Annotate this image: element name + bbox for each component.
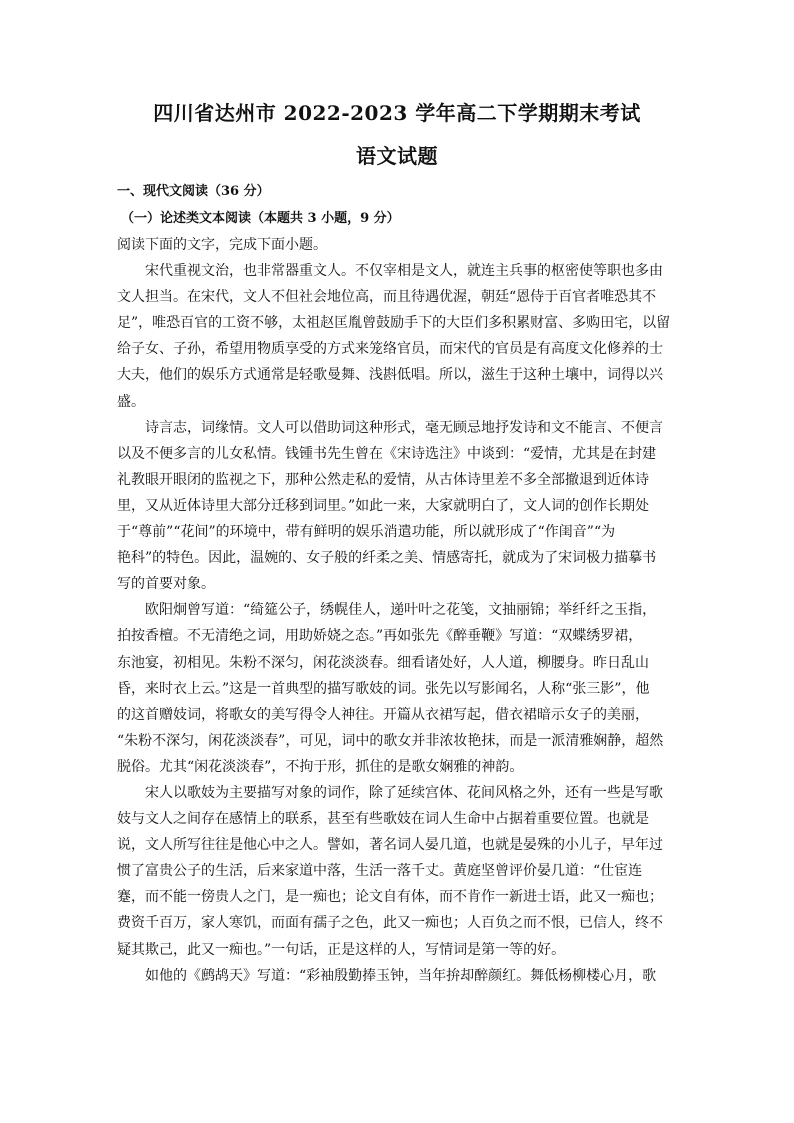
passage-line: 东池宴，初相见。朱粉不深匀，闲花淡淡春。细看诸处好，人人道，柳腰身。昨日乱山: [117, 654, 649, 671]
passage-line: 如他的《鹧鸪天》写道：“彩袖殷勤捧玉钟，当年拚却醉颜红。舞低杨柳楼心月，歌: [145, 967, 657, 984]
passage-line: 拍按香檀。不无清绝之词，用助娇娆之态。”再如张先《醉垂鞭》写道：“双蝶绣罗裙，: [117, 628, 643, 645]
passage-line: 惯了富贵公子的生活，后来家道中落，生活一落千丈。黄庭坚曾评价晏几道：“仕宦连: [117, 863, 643, 880]
section-heading: 一、现代文阅读（36 分）: [117, 184, 270, 199]
passage-line: 艳科”的特色。因此，温婉的、女子般的纤柔之美、情感寄托，就成为了宋词极力描摹书: [117, 550, 657, 567]
passage-line: 于“尊前”“花间”的环境中，带有鲜明的娱乐消遣功能，所以就形成了“作闺音”“为: [117, 524, 616, 541]
passage-line: 盛。: [117, 393, 145, 410]
passage-line: 里，又从近体诗里大部分迁移到词里。”如此一来，大家就明白了，文人词的创作长期处: [117, 497, 650, 514]
passage-line: 足”，唯恐百官的工资不够，太祖赵匡胤曾鼓励手下的大臣们多积累财富、多购田宅，以留: [117, 315, 671, 332]
passage-line: 诗言志，词缘情。文人可以借助词这种形式，毫无顾忌地抒发诗和文不能言、不便言: [145, 419, 663, 436]
passage-line: 费资千百万，家人寒饥，而面有孺子之色，此又一痴也；人百负之而不恨，已信人，终不: [117, 915, 663, 932]
passage-line: 蹇，而不能一傍贵人之门，是一痴也；论文自有体，而不肯作一新进士语，此又一痴也；: [117, 889, 663, 906]
passage-line: 礼教眼开眼闭的监视之下，那种公然走私的爱情，从古体诗里差不多全部撤退到近体诗: [117, 471, 649, 488]
passage-line: 宋代重视文治，也非常器重文人。不仅宰相是文人，就连主兵事的枢密使等职也多由: [145, 263, 663, 280]
subject-title: 语文试题: [356, 144, 438, 168]
exam-title: 四川省达州市 2022-2023 学年高二下学期期末考试: [153, 101, 641, 125]
passage-line: 以及不便多言的儿女私情。钱锺书先生曾在《宋诗选注》中谈到：“爱情，尤其是在封建: [117, 445, 657, 462]
passage-line: 疑其欺己，此又一痴也。”一句话，正是这样的人，写情词是第一等的好。: [117, 941, 566, 958]
passage-line: 脱俗。尤其“闲花淡淡春”，不拘于形，抓住的是歌女娴雅的神韵。: [117, 758, 524, 775]
passage-line: 给子女、子孙，希望用物质享受的方式来笼络官员，而宋代的官员是有高度文化修养的士: [117, 341, 663, 358]
passage-line: 宋人以歌妓为主要描写对象的词作，除了延续宫体、花间风格之外，还有一些是写歌: [145, 784, 663, 801]
sub-heading: （一）论述类文本阅读（本题共 3 小题，9 分）: [121, 211, 400, 226]
passage-line: 妓与文人之间存在感情上的联系，甚至有些歌妓在词人生命中占据着重要位置。也就是: [117, 811, 649, 828]
passage-line: 的这首赠妓词，将歌女的美写得令人神往。开篇从衣裙写起，借衣裙暗示女子的美丽，: [117, 706, 649, 723]
passage-line: 昏，来时衣上云。”这是一首典型的描写歌妓的词。张先以写影闻名，人称“张三影”，他: [117, 680, 650, 697]
passage-body: [117, 232, 679, 989]
instruction-text: 阅读下面的文字，完成下面小题。: [117, 237, 327, 253]
passage-line: 写的首要对象。: [117, 576, 215, 593]
passage-line: 欧阳炯曾写道：“绮筵公子，绣幌佳人，递叶叶之花笺，文抽丽锦；举纤纤之玉指，: [145, 602, 657, 619]
passage-line: 大夫，他们的娱乐方式通常是轻歌曼舞、浅斟低唱。所以，滋生于这种土壤中，词得以兴: [117, 367, 663, 384]
passage-line: “朱粉不深匀，闲花淡淡春”，可见，词中的歌女并非浓妆艳抹，而是一派清雅娴静，超然: [117, 732, 664, 749]
passage-line: 文人担当。在宋代，文人不但社会地位高，而且待遇优渥，朝廷“恩侍于百官者唯恐其不: [117, 289, 657, 306]
passage-line: 说，文人所写往往是他心中之人。譬如，著名词人晏几道，也就是晏殊的小儿子，早年过: [117, 837, 663, 854]
